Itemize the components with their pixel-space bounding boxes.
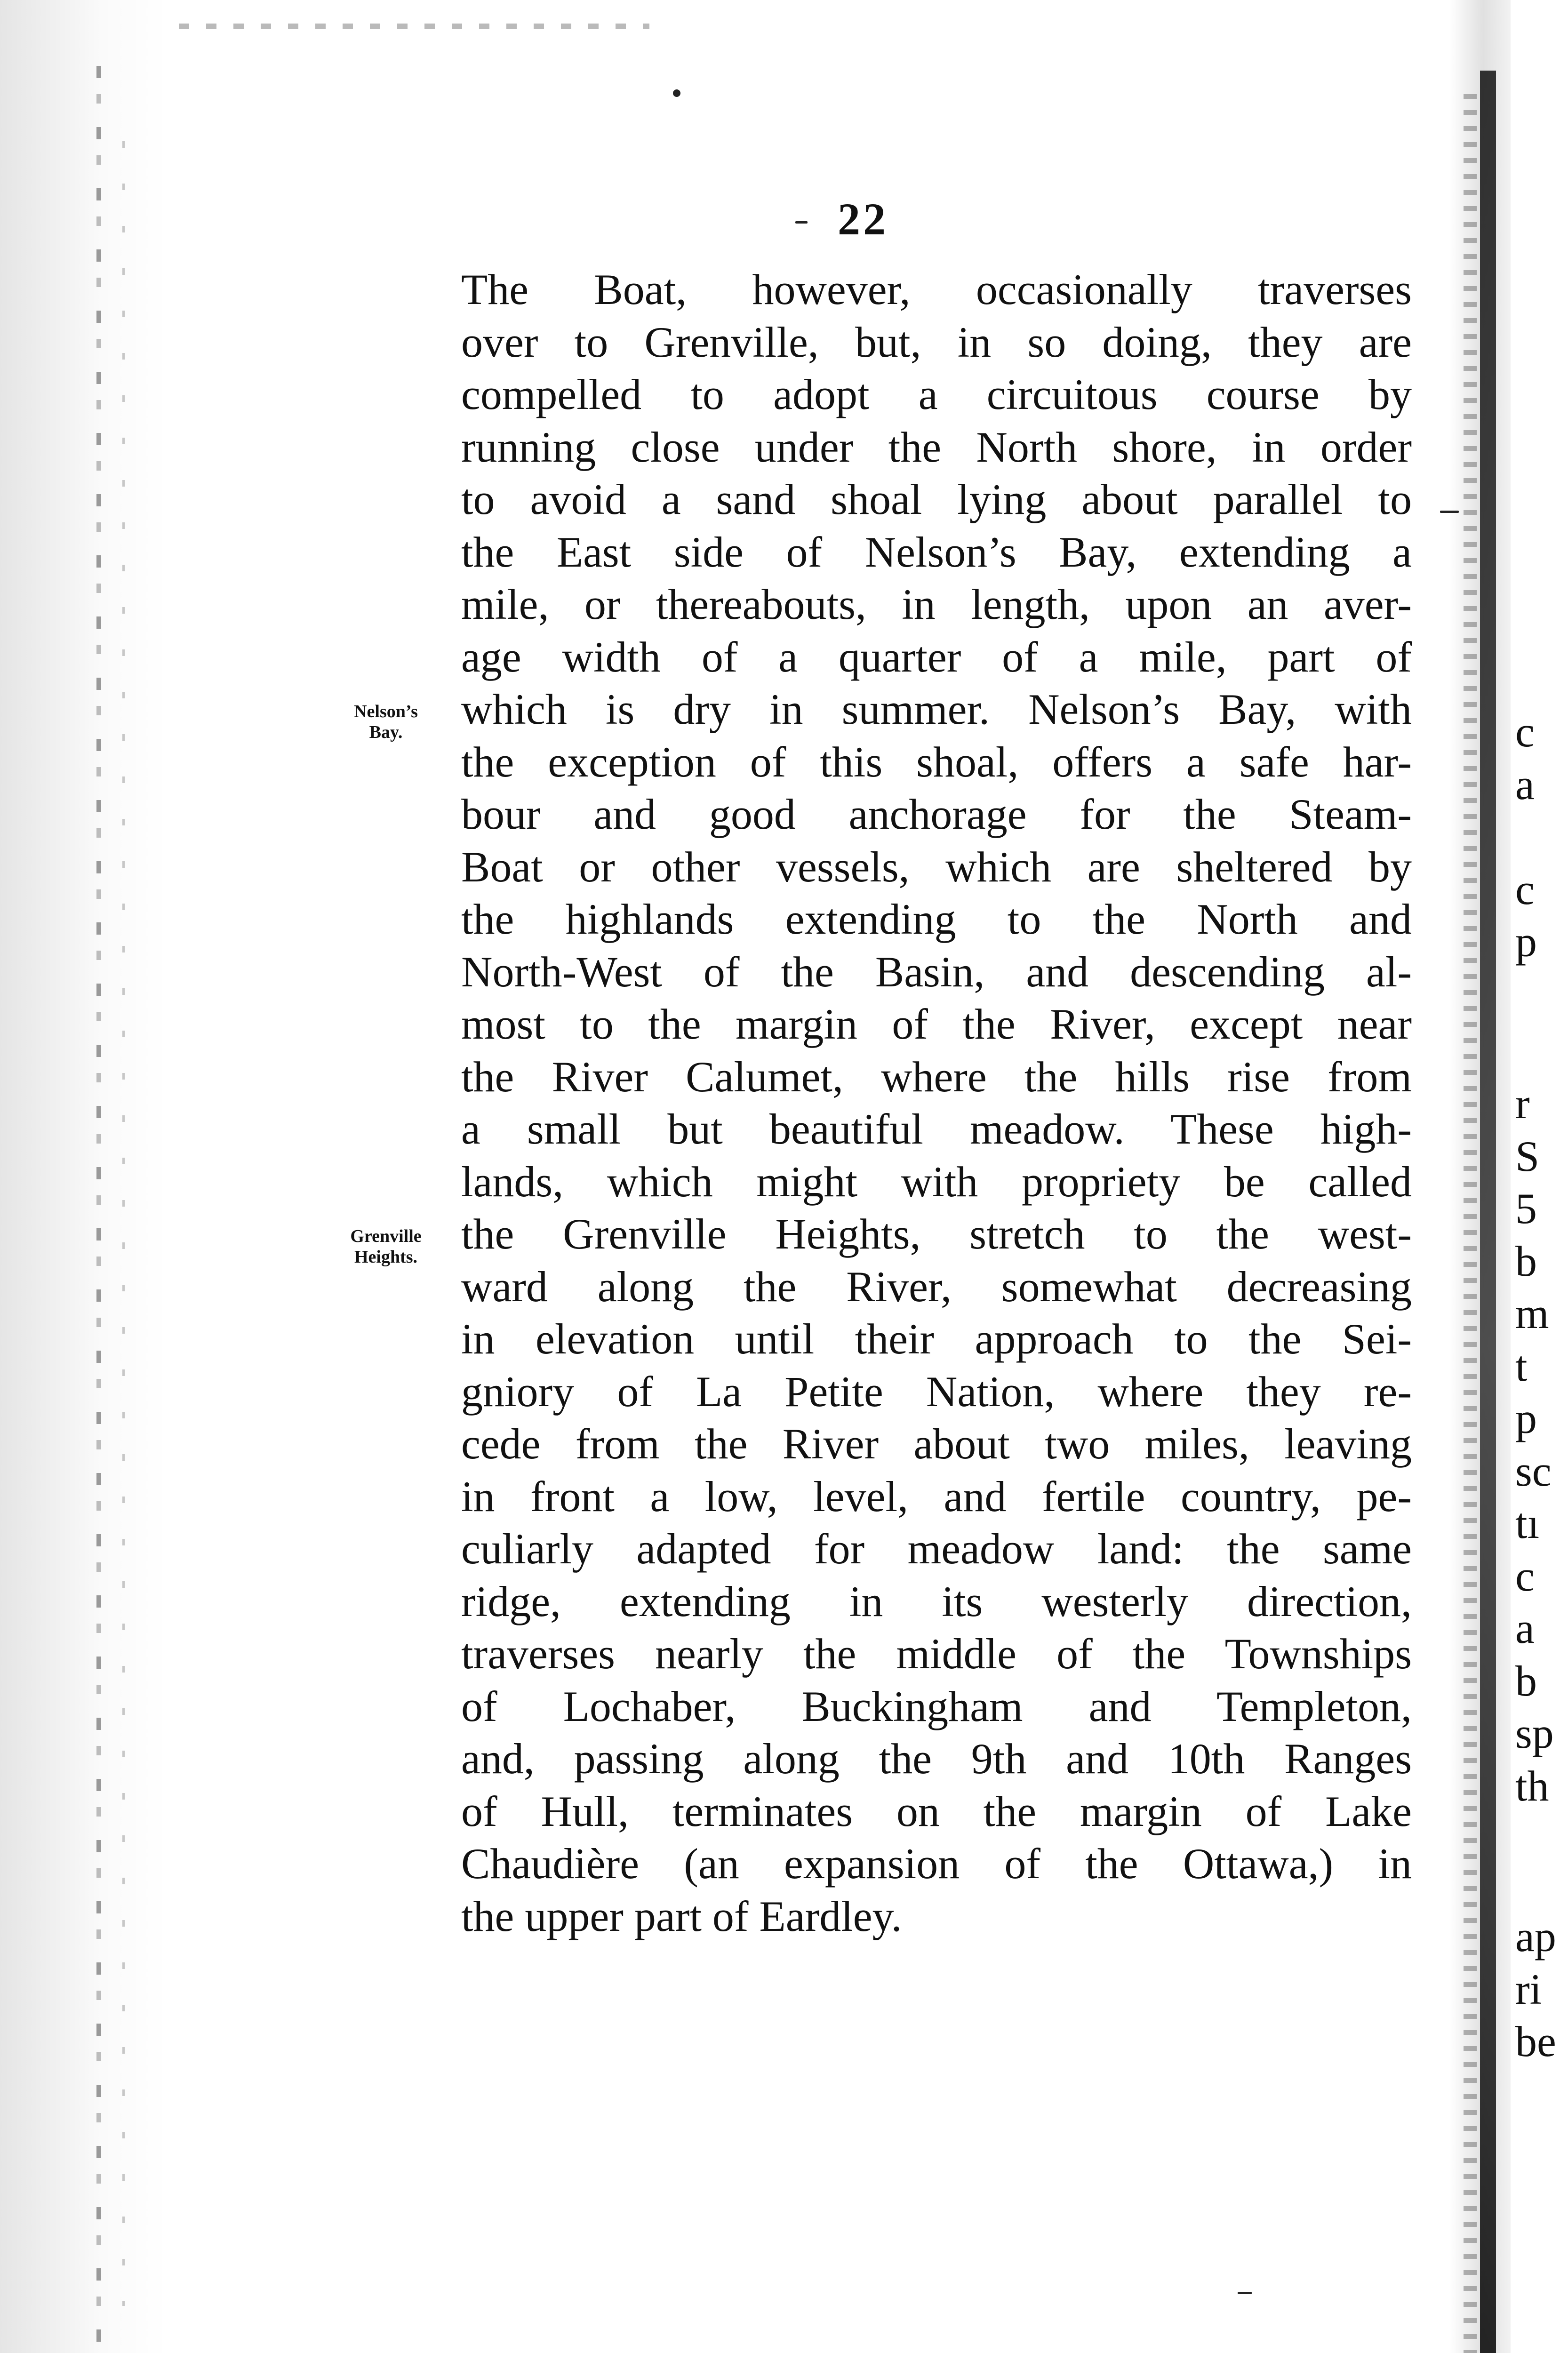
facing-page-glyph: p [1515,1394,1537,1442]
text-line: lands, which might with propriety be called [461,1157,1412,1206]
text-line: Chaudière (an expansion of the Ottawa,) in [461,1840,1412,1888]
facing-page-glyph: a [1515,760,1535,808]
facing-page-glyph: ap [1515,1913,1556,1961]
text-line: mile, or thereabouts, in length, upon an aver- [461,580,1412,628]
ink-speck [1238,2292,1252,2294]
text-line: The Boat, however, occasionally traverses [461,265,1412,313]
facing-page-glyph: S [1515,1132,1540,1180]
text-line: the Grenville Heights, stretch to the west- [461,1210,1412,1258]
margin-note-line: Nelson’s [354,702,418,721]
left-gutter-marks-secondary [122,141,125,2306]
facing-page-glyph: sc [1515,1447,1552,1495]
ink-speck [795,221,808,224]
facing-page-glyph: c [1515,865,1535,913]
ink-speck [673,89,680,97]
text-line: in elevation until their approach to the Sei- [461,1315,1412,1363]
book-spine [1480,71,1496,2353]
facing-page-glyph: ri [1515,1965,1542,2013]
text-line: compelled to adopt a circuitous course by [461,370,1412,418]
text-line: traverses nearly the middle of the Townships [461,1630,1412,1678]
text-line: bour and good anchorage for the Steam- [461,790,1412,838]
ink-speck [1440,511,1459,513]
margin-note-line: Grenville [350,1226,422,1246]
facing-page-glyph: p [1515,918,1537,966]
facing-page-glyph: th [1515,1761,1549,1810]
top-edge-speckle [179,24,649,29]
spine-texture [1464,94,1477,2353]
text-line: of Lochaber, Buckingham and Templeton, [461,1682,1412,1730]
text-line: culiarly adapted for meadow land: the same [461,1525,1412,1573]
text-line: the River Calumet, where the hills rise from [461,1052,1412,1101]
text-line: a small but beautiful meadow. These high- [461,1105,1412,1153]
text-line-last: the upper part of Eardley. [461,1892,902,1940]
facing-page-fragment-middle [1515,1078,1554,1812]
facing-page-glyph: 5 [1515,1185,1537,1233]
text-line: which is dry in summer. Nelson’s Bay, with [461,685,1412,733]
text-line: and, passing along the 9th and 10th Ranges [461,1735,1412,1783]
left-gutter-marks [96,66,101,2353]
facing-page-glyph [1515,811,1537,864]
text-line: ridge, extending in its westerly direction, [461,1577,1412,1625]
facing-page-glyph: c [1515,1552,1535,1600]
text-line: the East side of Nelson’s Bay, extending a [461,528,1412,576]
text-line: in front a low, level, and fertile country, pe- [461,1472,1412,1521]
margin-note-line: Heights. [354,1247,418,1267]
facing-page-glyph: sp [1515,1709,1554,1757]
facing-page-glyph: c [1515,708,1535,756]
facing-page-glyph: tı [1515,1499,1540,1547]
text-line: gniory of La Petite Nation, where they re- [461,1367,1412,1416]
text-line: ward along the River, somewhat decreasing [461,1262,1412,1311]
margin-note-nelsons-bay [329,701,442,743]
facing-page-glyph: r [1515,1080,1530,1128]
text-line: the highlands extending to the North and [461,895,1412,943]
text-line: age width of a quarter of a mile, part of [461,632,1412,681]
text-line: running close under the North shore, in order [461,423,1412,471]
facing-page-glyph: a [1515,1604,1535,1652]
text-line: to avoid a sand shoal lying about parallel to [461,475,1412,523]
page-number: 22 [838,194,888,244]
text-line: the exception of this shoal, offers a safe har- [461,737,1412,786]
text-line: cede from the River about two miles, leaving [461,1420,1412,1468]
margin-note-grenville-heights [329,1226,442,1267]
facing-page-glyph: t [1515,1342,1528,1390]
facing-page-glyph: m [1515,1289,1549,1337]
left-gutter-shadow [0,0,169,2353]
text-line: of Hull, terminates on the margin of Lake [461,1787,1412,1835]
facing-page-glyph: b [1515,1237,1537,1285]
text-line: North-West of the Basin, and descending al- [461,947,1412,996]
margin-note-line: Bay. [369,722,403,742]
text-line: over to Grenville, but, in so doing, they are [461,318,1412,366]
body-text [461,264,1412,1943]
text-line: most to the margin of the River, except near [461,1000,1412,1048]
text-line: Boat or other vessels, which are sheltered by [461,842,1412,891]
facing-page-fragment-upper [1515,706,1537,968]
facing-page-glyph: b [1515,1657,1537,1705]
facing-page-fragment-lower [1515,1911,1556,2068]
facing-page-glyph: be [1515,2017,1556,2065]
